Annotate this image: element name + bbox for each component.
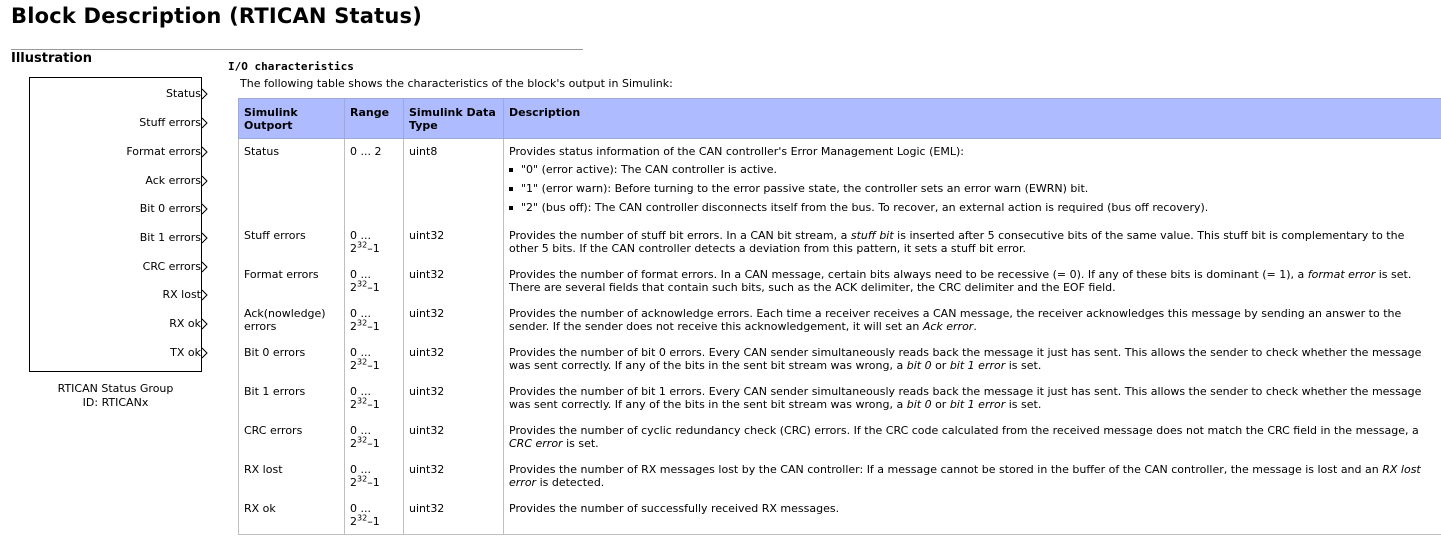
description-term: CRC error [509, 436, 563, 450]
cell-description [504, 340, 1441, 379]
column-header-outport: Simulink Outport [239, 99, 345, 139]
io-characteristics-table [238, 98, 1441, 535]
range-base: 2 [350, 436, 357, 450]
description-text [509, 502, 1436, 515]
output-port [166, 87, 208, 101]
description-fragment: Provides the number of successfully received RX messages. [509, 501, 840, 515]
cell-data-type: uint8 [404, 139, 504, 223]
table-row [239, 223, 1441, 262]
description-fragment: Provides the number of bit 1 errors. Every CAN sender simultaneously reads back the message it just has sent. This allows the sender to check whether the message was sent correctly. If any of the bits in the sent bit stream was wrong, a [509, 384, 1422, 411]
cell-range [345, 139, 404, 223]
cell-outport: Bit 1 errors [239, 379, 345, 418]
block-caption [29, 382, 202, 410]
range-suffix: –1 [367, 319, 380, 333]
output-port [140, 231, 208, 245]
cell-description [504, 301, 1441, 340]
output-port [170, 346, 208, 360]
description-text [509, 424, 1436, 450]
output-port-label: Format errors [126, 145, 201, 158]
description-term: stuff bit [850, 228, 894, 242]
port-arrow-icon [202, 175, 208, 187]
description-text [509, 145, 1436, 158]
output-port [126, 145, 208, 159]
list-item: "2" (bus off): The CAN controller disconnects itself from the bus. To recover, an external action is required (bus off recovery). [509, 201, 1436, 214]
cell-outport: Stuff errors [239, 223, 345, 262]
range-end [350, 434, 398, 450]
range-base: 2 [350, 319, 357, 333]
range-end [350, 317, 398, 333]
range-suffix: –1 [367, 514, 380, 528]
range-end [350, 395, 398, 411]
cell-outport: Ack(nowledge) errors [239, 301, 345, 340]
description-fragment: Provides the number of stuff bit errors. In a CAN bit stream, a [509, 228, 851, 242]
description-term: bit 0 [906, 358, 932, 372]
cell-description [504, 139, 1441, 223]
output-port [140, 202, 208, 216]
table-row [239, 340, 1441, 379]
description-fragment: or [931, 397, 950, 411]
cell-data-type: uint32 [404, 457, 504, 496]
cell-description [504, 223, 1441, 262]
range-exponent: 32 [357, 434, 368, 444]
range-start: 0 ... [350, 267, 371, 281]
cell-data-type: uint32 [404, 301, 504, 340]
description-fragment: or [931, 358, 950, 372]
description-fragment: . [973, 319, 977, 333]
range-start: 0 ... [350, 228, 371, 242]
range-end [350, 512, 398, 528]
range-exponent: 32 [357, 317, 368, 327]
status-values-list [509, 163, 1436, 214]
description-fragment: Provides the number of acknowledge errors. Each time a receiver receives a CAN message, the receiver acknowledges this message by sending an answer to the sender. If the sender does not receive this acknowledgement, it will set an [509, 306, 1402, 333]
description-term: bit 0 [906, 397, 932, 411]
description-fragment: is set. [1005, 397, 1042, 411]
cell-description [504, 379, 1441, 418]
cell-description [504, 262, 1441, 301]
cell-data-type: uint32 [404, 418, 504, 457]
cell-data-type: uint32 [404, 379, 504, 418]
range-start: 0 ... [350, 501, 371, 515]
description-fragment: Provides the number of cyclic redundancy check (CRC) errors. If the CRC code calculated from the received message does not match the CRC field in the message, a [509, 423, 1419, 437]
cell-outport: RX lost [239, 457, 345, 496]
range-base: 2 [350, 280, 357, 294]
output-port-label: CRC errors [142, 260, 201, 273]
range-end [350, 473, 398, 489]
range-suffix: –1 [367, 436, 380, 450]
range-suffix: –1 [367, 475, 380, 489]
description-fragment: is set. [562, 436, 599, 450]
range-base: 2 [350, 475, 357, 489]
output-port [145, 174, 208, 188]
output-port-label: Bit 1 errors [139, 231, 201, 244]
table-row [239, 496, 1441, 535]
table-row [239, 457, 1441, 496]
cell-description [504, 418, 1441, 457]
range-suffix: –1 [367, 397, 380, 411]
description-fragment: is set. [1005, 358, 1042, 372]
table-row [239, 379, 1441, 418]
port-arrow-icon [202, 318, 208, 330]
range-end [350, 278, 398, 294]
cell-outport: CRC errors [239, 418, 345, 457]
cell-range [345, 379, 404, 418]
list-item: "0" (error active): The CAN controller is active. [509, 163, 1436, 176]
table-row [239, 301, 1441, 340]
description-term: bit 1 error [949, 358, 1006, 372]
cell-range [345, 418, 404, 457]
range-end [350, 356, 398, 372]
description-fragment: Provides the number of format errors. In a CAN message, certain bits always need to be recessive (= 0). If any of these bits is dominant (= 1), a [509, 267, 1308, 281]
description-text [509, 463, 1436, 489]
range-exponent: 32 [357, 278, 368, 288]
port-arrow-icon [202, 232, 208, 244]
output-port [162, 288, 208, 302]
range-start: 0 ... [350, 306, 371, 320]
io-intro-text: The following table shows the characteristics of the block's output in Simulink: [240, 77, 673, 90]
range-exponent: 32 [357, 356, 368, 366]
cell-range [345, 457, 404, 496]
port-arrow-icon [202, 289, 208, 301]
output-port [169, 317, 208, 331]
range-end [350, 239, 398, 255]
description-fragment: is detected. [536, 475, 605, 489]
cell-range [345, 340, 404, 379]
column-header-description: Description [504, 99, 1441, 139]
port-arrow-icon [202, 88, 208, 100]
range-start: 0 ... 2 [350, 145, 382, 158]
description-fragment: is inserted after 5 consecutive bits of the same value. This stuff bit is complementary to the other 5 bits. If the CAN controller detects a deviation from this pattern, it sets a stuff bit error. [509, 228, 1405, 255]
description-text [509, 385, 1436, 411]
block-caption-name: RTICAN Status Group [57, 382, 174, 395]
range-start: 0 ... [350, 384, 371, 398]
range-start: 0 ... [350, 423, 371, 437]
range-exponent: 32 [357, 512, 368, 522]
column-header-range: Range [345, 99, 404, 139]
rtican-status-block [29, 77, 202, 372]
io-characteristics-heading: I/O characteristics [228, 60, 354, 73]
cell-range [345, 496, 404, 535]
cell-outport: RX ok [239, 496, 345, 535]
output-port-label: Stuff errors [139, 116, 201, 129]
heading-divider [11, 49, 583, 50]
range-base: 2 [350, 358, 357, 372]
port-arrow-icon [202, 117, 208, 129]
range-exponent: 32 [357, 239, 368, 249]
cell-range [345, 301, 404, 340]
cell-outport: Status [239, 139, 345, 223]
description-term: format error [1307, 267, 1376, 281]
list-item: "1" (error warn): Before turning to the error passive state, the controller sets an error warn (EWRN) bit. [509, 182, 1436, 195]
port-arrow-icon [202, 203, 208, 215]
output-port-label: Bit 0 errors [139, 202, 201, 215]
output-port [139, 116, 208, 130]
port-arrow-icon [202, 261, 208, 273]
description-text [509, 307, 1436, 333]
illustration-heading: Illustration [11, 51, 92, 66]
table-row [239, 418, 1441, 457]
output-port-label: Status [165, 87, 201, 100]
range-base: 2 [350, 397, 357, 411]
output-port-label: Ack errors [145, 174, 201, 187]
description-term: Ack error [922, 319, 974, 333]
cell-data-type: uint32 [404, 496, 504, 535]
range-exponent: 32 [357, 395, 368, 405]
cell-range [345, 223, 404, 262]
output-port-label: TX ok [170, 346, 201, 359]
description-fragment: Provides the number of RX messages lost by the CAN controller: If a message cannot be stored in the buffer of the CAN controller, the message is lost and an [509, 462, 1383, 476]
description-fragment: Provides the number of bit 0 errors. Every CAN sender simultaneously reads back the message it just has sent. This allows the sender to check whether the message was sent correctly. If any of the bits in the sent bit stream was wrong, a [509, 345, 1422, 372]
cell-description [504, 496, 1441, 535]
port-arrow-icon [202, 347, 208, 359]
block-caption-id: ID: RTICANx [82, 396, 149, 409]
output-port [143, 260, 208, 274]
output-port-label: RX ok [169, 317, 201, 330]
range-start: 0 ... [350, 462, 371, 476]
table-row [239, 262, 1441, 301]
description-text [509, 229, 1436, 255]
cell-data-type: uint32 [404, 223, 504, 262]
description-term: bit 1 error [949, 397, 1006, 411]
range-exponent: 32 [357, 473, 368, 483]
output-port-label: RX lost [162, 288, 201, 301]
description-term: RX lost error [509, 462, 1421, 489]
column-header-data-type: Simulink Data Type [404, 99, 504, 139]
table-row [239, 139, 1441, 223]
page-title: Block Description (RTICAN Status) [11, 4, 423, 28]
range-start: 0 ... [350, 345, 371, 359]
cell-range [345, 262, 404, 301]
range-suffix: –1 [367, 280, 380, 294]
cell-data-type: uint32 [404, 340, 504, 379]
range-base: 2 [350, 241, 357, 255]
range-suffix: –1 [367, 358, 380, 372]
description-fragment: is set. There are several fields that contain such bits, such as the ACK delimiter, the CRC delimiter and the EOF field. [509, 267, 1412, 294]
cell-outport: Format errors [239, 262, 345, 301]
port-arrow-icon [202, 146, 208, 158]
cell-data-type: uint32 [404, 262, 504, 301]
description-text [509, 346, 1436, 372]
range-suffix: –1 [367, 241, 380, 255]
cell-outport: Bit 0 errors [239, 340, 345, 379]
description-text [509, 268, 1436, 294]
table-header-row [239, 99, 1441, 139]
cell-description [504, 457, 1441, 496]
description-fragment: Provides status information of the CAN controller's Error Management Logic (EML): [509, 145, 964, 158]
range-base: 2 [350, 514, 357, 528]
